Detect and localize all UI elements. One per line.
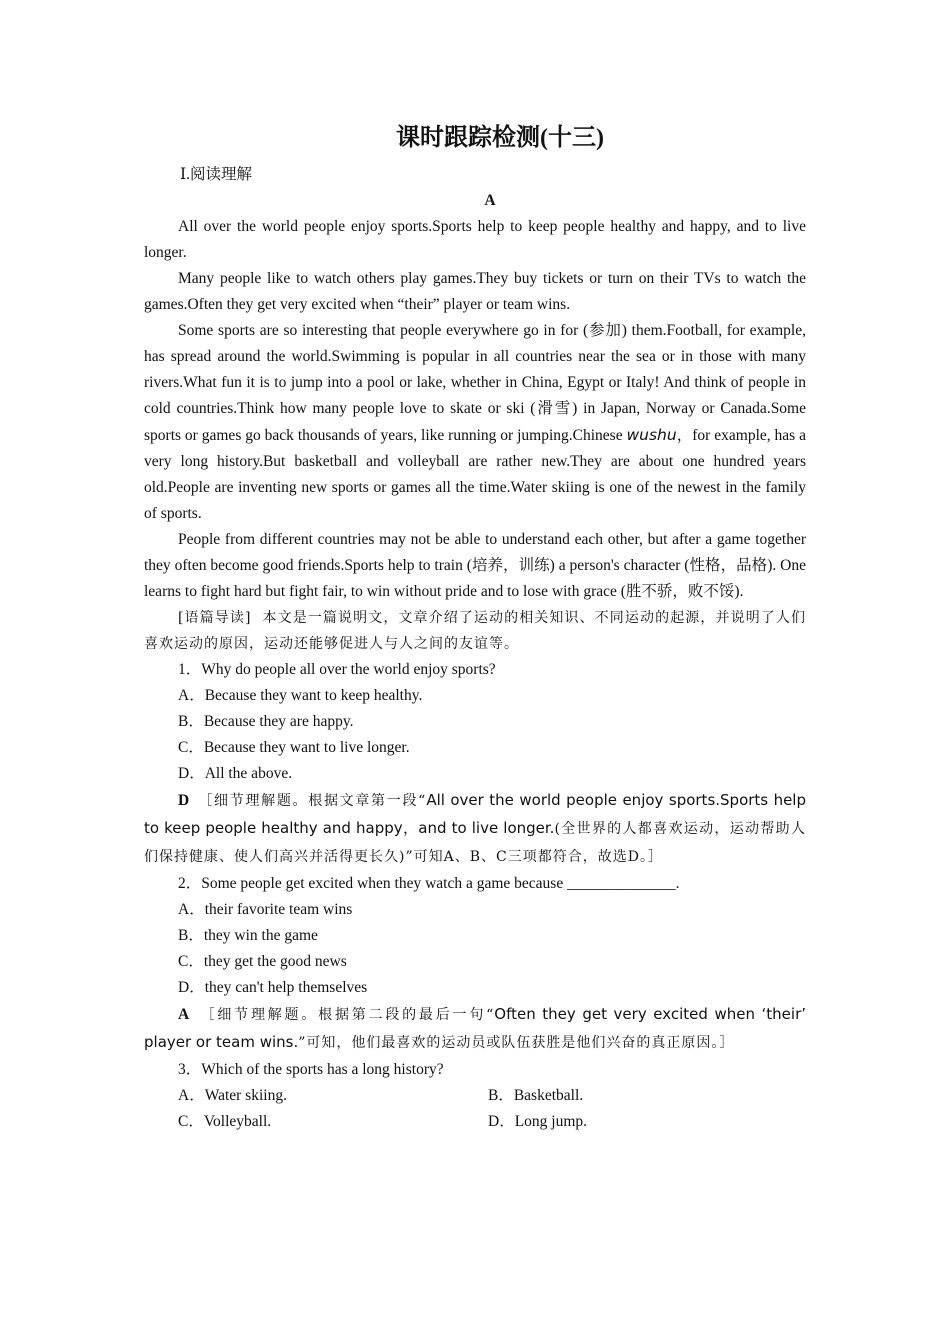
passage-paragraph-1: All over the world people enjoy sports.Sports help to keep people healthy and happy, and to live longer. (144, 218, 806, 261)
question-2-explanation-pre: ［细节理解题。根据第二段的最后一句“ (200, 1007, 495, 1023)
question-2-answer: A (178, 1006, 190, 1023)
question-2-option-a: A．their favorite team wins (178, 901, 353, 918)
question-2-option-b: B．they win the game (178, 927, 318, 944)
document-page (144, 118, 806, 1135)
paragraph-3-text-b: ，for example, has a very long history.But basketball and volleyball are rather new.They are about one hundred years old.People are inventing new sports or games all the time.Water skiing is one of the newest in the family of sports. (144, 427, 806, 522)
question-3-options-row-2 (144, 1109, 806, 1135)
question-1-option-d: D．All the above. (178, 765, 293, 782)
question-1-option-b: B．Because they are happy. (178, 713, 354, 730)
passage-paragraph-4: People from different countries may not be able to understand each other, but after a game together they often become good friends.Sports help to train (培养，训练) a person's character (性格，品格). One learns to fight hard but fight fair, to win without pride and to lose with grace (胜不骄，败不馁). (144, 531, 806, 600)
question-3-option-b: B．Basketball. (488, 1087, 584, 1104)
passage-label: A (484, 192, 496, 209)
question-1-explanation-pre: ［细节理解题。根据文章第一段“ (198, 793, 427, 809)
question-1-option-a: A．Because they want to keep healthy. (178, 687, 423, 704)
page-title: 课时跟踪检测(十三) (396, 125, 604, 151)
wushu-term: wushu (626, 426, 677, 444)
question-2-stem: 2．Some people get excited when they watch a game because ______________. (178, 875, 680, 892)
question-3-option-a: A．Water skiing. (178, 1087, 287, 1104)
question-2-option-d: D．they can't help themselves (178, 979, 368, 996)
question-1-stem: 1．Why do people all over the world enjoy sports? (178, 661, 496, 678)
question-2-explanation-quote: Often they get very excited when ‘their’ player or team wins. (144, 1005, 807, 1051)
paragraph-3-text-a: Some sports are so interesting that people everywhere go in for (参加) them.Football, for example, has spread around the world.Swimming is popular in all countries near the sea or in those with many rivers.What fun it is to jump into a pool or lake, whether in China, Egypt or Italy! And think of people in cold countries.Think how many people love to skate or ski (滑雪) in Japan, Norway or Canada.Some sports or games go back thousands of years, like running or jumping.Chinese (144, 322, 806, 444)
guide-label: [语篇导读] (178, 610, 252, 626)
reading-guide (144, 605, 806, 657)
question-2-option-c: C．they get the good news (178, 953, 347, 970)
question-2-explanation (144, 1001, 806, 1057)
question-3-option-d: D．Long jump. (488, 1113, 588, 1130)
passage-paragraph-3 (144, 318, 806, 527)
question-1-explanation-quote: All over the world people enjoy sports.Sports help to keep people healthy and happy，and to live longer. (144, 791, 807, 837)
section-heading: Ⅰ.阅读理解 (180, 166, 252, 183)
question-1-explanation-post: (全世界的人都喜欢运动，运动帮助人们保持健康、使人们高兴并活得更长久)”可知A、B、C三项都符合，故选D。］ (144, 821, 806, 865)
question-3-option-c: C．Volleyball. (178, 1113, 272, 1130)
question-1-explanation (144, 787, 806, 871)
guide-text: 本文是一篇说明文，文章介绍了运动的相关知识、不同运动的起源，并说明了人们喜欢运动的原因，运动还能够促进人与人之间的友谊等。 (144, 610, 806, 652)
question-1-answer: D (178, 792, 190, 809)
passage-paragraph-2: Many people like to watch others play games.They buy tickets or turn on their TVs to watch the games.Often they get very excited when “their” player or team wins. (144, 270, 806, 313)
question-1-option-c: C．Because they want to live longer. (178, 739, 410, 756)
question-3-stem: 3．Which of the sports has a long history? (178, 1061, 444, 1078)
question-3-options-row-1 (144, 1083, 806, 1109)
question-2-explanation-post: ”可知，他们最喜欢的运动员或队伍获胜是他们兴奋的真正原因。］ (298, 1035, 735, 1051)
